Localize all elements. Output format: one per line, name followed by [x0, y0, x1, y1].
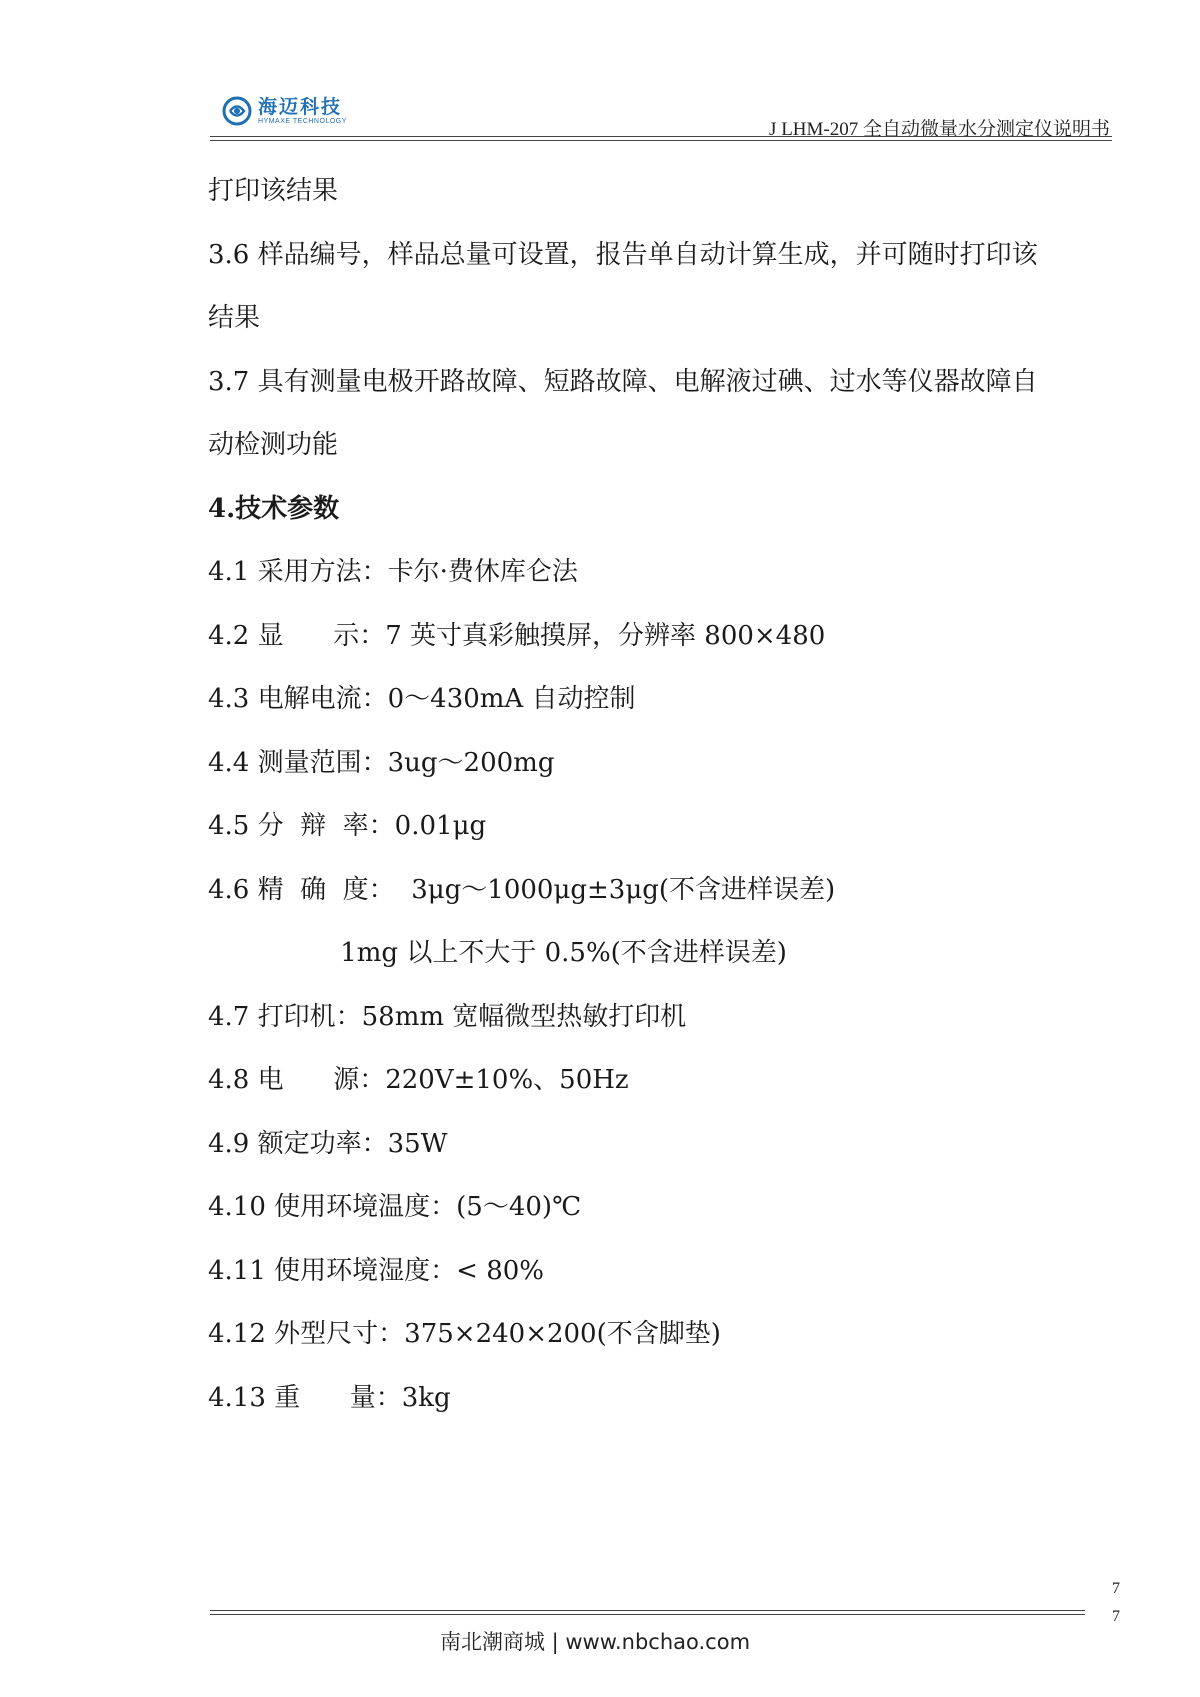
logo-swirl-icon [222, 96, 252, 126]
footer-divider-secondary [210, 1614, 1085, 1615]
text-line: 4.4 测量范围：3ug～200mg [208, 747, 555, 778]
text-line: 动检测功能 [208, 430, 339, 460]
company-logo [222, 96, 347, 126]
text-line: 4.9 额定功率：35W [208, 1128, 448, 1159]
document-body [208, 160, 1128, 1430]
section-heading: 4.技术参数 [208, 493, 340, 524]
text-line: 4.7 打印机：58mm 宽幅微型热敏打印机 [208, 1001, 687, 1032]
text-line: 3.6 样品编号，样品总量可设置，报告单自动计算生成，并可随时打印该 [208, 239, 1038, 270]
document-title: J LHM-207 全自动微量水分测定仪说明书 [769, 119, 1110, 140]
logo-chinese-text: 海迈科技 [258, 95, 343, 118]
text-line: 4.11 使用环境湿度：< 80% [208, 1255, 544, 1286]
text-line: 4.1 采用方法：卡尔·费休库仑法 [208, 557, 578, 587]
text-line: 3.7 具有测量电极开路故障、短路故障、电解液过碘、过水等仪器故障自 [208, 366, 1038, 397]
text-line: 4.5 分 辩 率：0.01μg [208, 811, 487, 841]
text-line: 4.8 电 源：220V±10%、50Hz [208, 1065, 629, 1095]
text-line: 4.13 重 量：3kg [208, 1382, 451, 1413]
header-divider [210, 136, 1112, 137]
text-line: 1mg 以上不大于 0.5%(不含进样误差) [208, 938, 787, 968]
footer-site-text: 南北潮商城 | www.nbchao.com [439, 1630, 751, 1654]
text-line: 4.12 外型尺寸：375×240×200(不含脚垫) [208, 1319, 721, 1349]
logo-english-text: HYMAXE TECHNOLOGY [258, 117, 347, 125]
footer-divider [210, 1610, 1085, 1611]
text-line: 打印该结果 [208, 176, 339, 206]
header-divider-secondary [210, 140, 1112, 141]
text-line: 4.6 精 确 度： 3μg～1000μg±3μg(不含进样误差) [208, 874, 836, 905]
text-line: 结果 [208, 303, 261, 333]
page-number-top: 7 [1112, 1580, 1120, 1597]
text-line: 4.3 电解电流：0～430mA 自动控制 [208, 684, 636, 714]
text-line: 4.10 使用环境温度：(5～40)℃ [208, 1192, 582, 1222]
text-line: 4.2 显 示：7 英寸真彩触摸屏，分辨率 800×480 [208, 620, 826, 651]
page-number-bottom: 7 [1112, 1608, 1120, 1625]
